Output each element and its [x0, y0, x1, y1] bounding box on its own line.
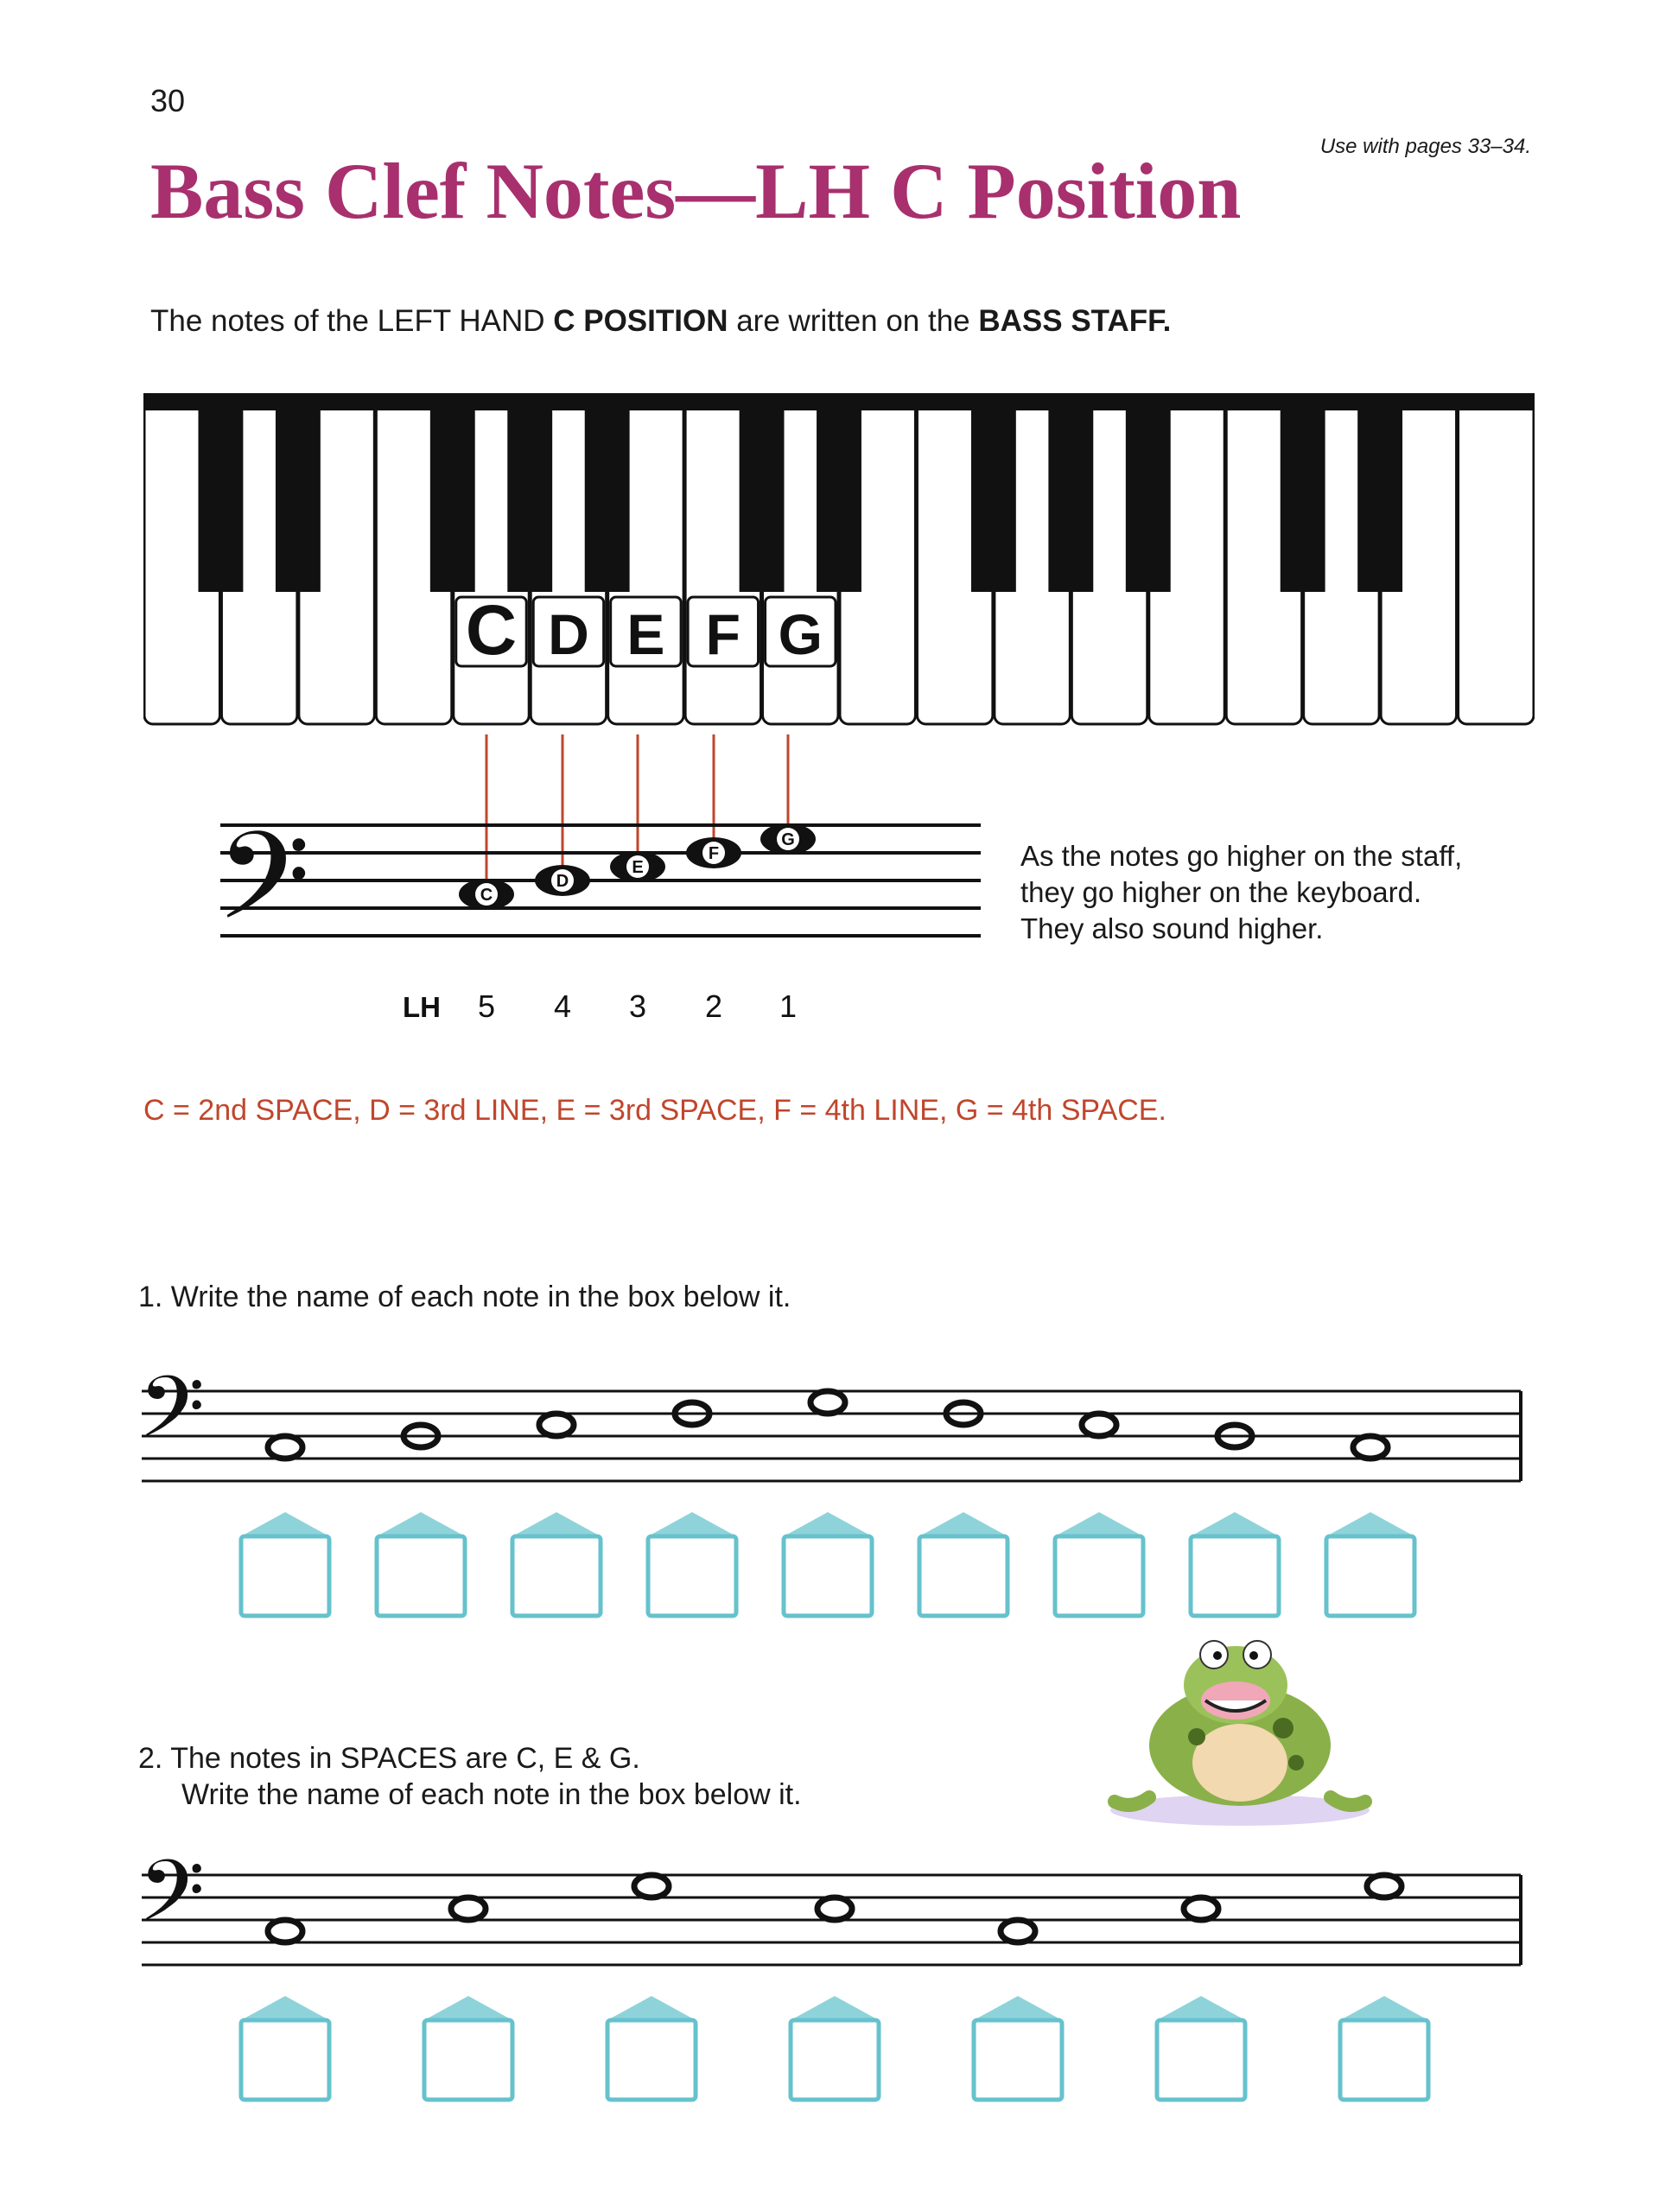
svg-text:𝄢: 𝄢 [216, 806, 311, 977]
intro-text [150, 304, 1171, 339]
answer-box-cap [512, 1512, 601, 1536]
answer-box-cap [919, 1512, 1007, 1536]
black-key [1126, 395, 1171, 592]
answer-box-cap [1326, 1512, 1414, 1536]
answer-box[interactable] [241, 2020, 329, 2100]
note-position-rule: C = 2nd SPACE, D = 3rd LINE, E = 3rd SPACE, F = 4th LINE, G = 4th SPACE. [143, 1094, 1166, 1127]
exercise-2-answer-boxes [241, 1996, 1428, 2100]
lh-label: LH [403, 991, 441, 1023]
answer-box-cap [784, 1512, 872, 1536]
whole-note [817, 1897, 852, 1920]
whole-note [810, 1391, 845, 1414]
note-label-e: E [632, 858, 644, 877]
answer-box-cap [1340, 1996, 1428, 2020]
exercise-2-line1: 2. The notes in SPACES are C, E & G. [138, 1742, 640, 1775]
answer-box-cap [1055, 1512, 1143, 1536]
answer-box[interactable] [919, 1536, 1007, 1616]
key-label-f: F [705, 602, 741, 666]
bass-clef-icon [138, 1849, 205, 1962]
answer-box[interactable] [607, 2020, 696, 2100]
finger-number: 3 [628, 988, 647, 1024]
answer-box-cap [424, 1996, 512, 2020]
key-label-c: C [465, 591, 518, 670]
note-label-c: C [480, 886, 493, 905]
piano-keyboard [143, 393, 1535, 726]
black-key [817, 395, 861, 592]
staff-lines [220, 825, 981, 936]
exercise-1-instruction: 1. Write the name of each note in the box below it. [138, 1281, 791, 1313]
note-label-g: G [781, 830, 795, 849]
intro-bold-bass-staff: BASS STAFF. [978, 304, 1172, 338]
black-key [199, 395, 244, 592]
exercise-1-answer-boxes [241, 1512, 1414, 1616]
whole-note [1001, 1920, 1035, 1942]
intro-bold-c-position: C POSITION [553, 304, 728, 338]
black-key [740, 395, 785, 592]
whole-note [1367, 1875, 1402, 1897]
page-number: 30 [150, 83, 186, 118]
key-label-d: D [548, 602, 589, 666]
black-key [507, 395, 552, 592]
key-label-e: E [626, 602, 665, 666]
white-key [1459, 395, 1534, 724]
answer-box[interactable] [1055, 1536, 1143, 1616]
note-label-d: D [556, 872, 569, 891]
answer-box-cap [648, 1512, 736, 1536]
svg-text:𝄢: 𝄢 [138, 1849, 206, 1962]
answer-box[interactable] [648, 1536, 736, 1616]
answer-box[interactable] [974, 2020, 1062, 2100]
whole-note [268, 1920, 302, 1942]
exercise-1-staff [0, 1365, 1659, 1624]
black-key [430, 395, 475, 592]
whole-note [451, 1897, 486, 1920]
staff-explanation-line3: They also sound higher. [1020, 912, 1324, 944]
black-key [1048, 395, 1093, 592]
whole-note [1184, 1897, 1218, 1920]
whole-note [268, 1436, 302, 1459]
exercise-1-notes [268, 1391, 1388, 1459]
black-key [276, 395, 321, 592]
exercise-2-notes [268, 1875, 1402, 1942]
exercise-2-line2: Write the name of each note in the box below it. [181, 1778, 802, 1811]
answer-box[interactable] [791, 2020, 879, 2100]
staff-explanation-line2: they go higher on the keyboard. [1020, 876, 1422, 908]
answer-box-cap [607, 1996, 696, 2020]
note-label-f: F [708, 844, 720, 863]
finger-number: 2 [704, 988, 723, 1024]
black-key [1357, 395, 1402, 592]
staff-lines [142, 1391, 1521, 1481]
whole-note [539, 1414, 574, 1436]
finger-number: 4 [553, 988, 572, 1024]
page-reference-note: Use with pages 33–34. [1319, 135, 1531, 158]
staff-explanation [1020, 838, 1462, 947]
answer-box[interactable] [241, 1536, 329, 1616]
answer-box-cap [974, 1996, 1062, 2020]
answer-box[interactable] [1191, 1536, 1279, 1616]
keyboard-top-bar [143, 393, 1535, 410]
finger-numbers [478, 988, 797, 1024]
black-key [971, 395, 1016, 592]
answer-box-cap [241, 1512, 329, 1536]
black-key [1281, 395, 1325, 592]
key-label-g: G [778, 602, 823, 666]
bass-clef-icon [216, 806, 310, 977]
answer-box-cap [377, 1512, 465, 1536]
answer-box[interactable] [512, 1536, 601, 1616]
whole-note [634, 1875, 669, 1897]
svg-text:𝄢: 𝄢 [138, 1365, 206, 1478]
answer-box-cap [1157, 1996, 1245, 2020]
exercise-2-instruction [138, 1740, 802, 1813]
answer-box[interactable] [1340, 2020, 1428, 2100]
black-key [585, 395, 630, 592]
frog-illustration [1097, 1624, 1382, 1832]
finger-number: 5 [477, 988, 496, 1024]
answer-box[interactable] [1326, 1536, 1414, 1616]
page-title: Bass Clef Notes—LH C Position [150, 147, 1242, 235]
exercise-2-staff [0, 1849, 1659, 2108]
answer-box[interactable] [377, 1536, 465, 1616]
answer-box-cap [1191, 1512, 1279, 1536]
answer-box-cap [241, 1996, 329, 2020]
whole-note [1082, 1414, 1116, 1436]
intro-part2: are written on the [728, 304, 979, 338]
answer-box[interactable] [424, 2020, 512, 2100]
answer-box[interactable] [1157, 2020, 1245, 2100]
whole-note [1353, 1436, 1388, 1459]
bass-clef-icon [138, 1365, 205, 1478]
finger-number: 1 [779, 988, 798, 1024]
answer-box-cap [791, 1996, 879, 2020]
staff-explanation-line1: As the notes go higher on the staff, [1020, 840, 1463, 872]
intro-part1: The notes of the LEFT HAND [150, 304, 554, 338]
answer-box[interactable] [784, 1536, 872, 1616]
